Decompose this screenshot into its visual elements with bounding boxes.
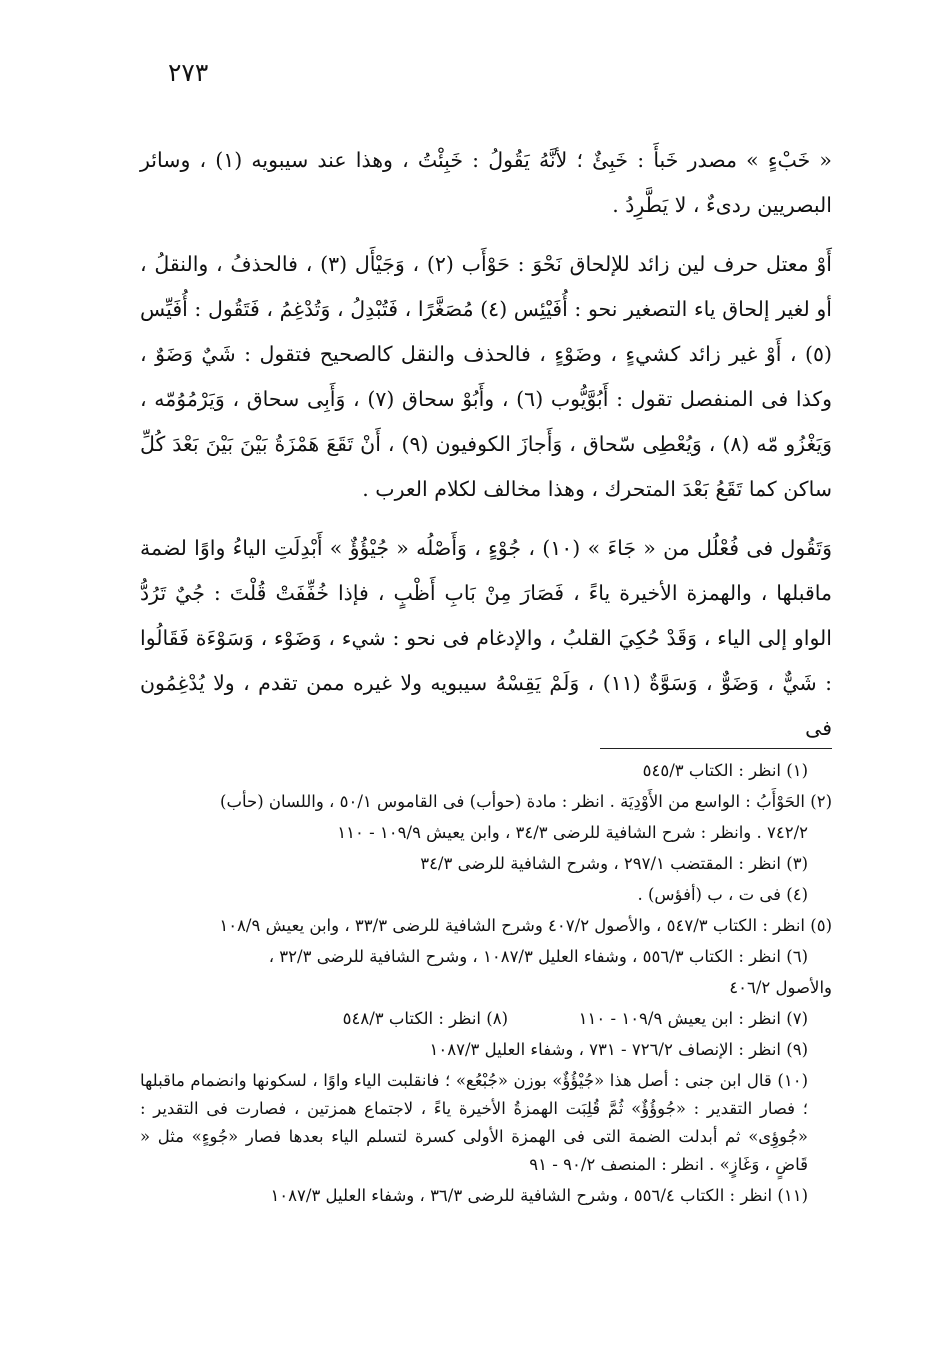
footnotes	[140, 757, 832, 1213]
footnote-2-line-2: ٧٤٢/٢ . وانظر : شرح الشافية للرضى ٣٤/٣ ، وابن يعيش ١٠٩/٩ - ١١٠	[337, 823, 808, 842]
footnote-separator	[600, 748, 832, 749]
footnote-1: (١) انظر : الكتاب ٥٤٥/٣	[642, 761, 808, 780]
footnote-9: (٩) انظر : الإنصاف ٧٢٦/٢ - ٧٣١ ، وشفاء العليل ١٠٨٧/٣	[429, 1040, 808, 1059]
footnote-row-7-8	[140, 1005, 832, 1033]
footnote-2-line-1: (٢) الحَوْأَبُ : الواسع من الأَوْدِيَة . انظر : مادة (حوأب) فى القاموس ٥٠/١ ، واللسان (حأب)	[220, 792, 832, 811]
footnote-11: (١١) انظر : الكتاب ٥٥٦/٤ ، وشرح الشافية للرضى ٣٦/٣ ، وشفاء العليل ١٠٨٧/٣	[270, 1186, 808, 1205]
footnote-10: (١٠) قال ابن جنى : أصل هذا «جُيْؤُؤٌ» بوزن «جُبْعُع» ؛ فانقلبت الياء واوًا ، لسكونها وانضمام ماقبلها ؛ فصار التقدير : «جُوؤُؤٌ» ثُمَّ قُلِبَت الهمزةُ الأخيرة ياءً ، لاجتماع همزتين ، فصارت فى التقدير : «جُوؤِى» ثم أبدلت الضمة التى فى الهمزة الأولى كسرة لتسلم الياء بعدها فصار «جُوءٍ» مثل « قَاضٍ ، وَغَازٍ» . انظر : المنصف ٩٠/٢ - ٩١	[140, 1071, 808, 1174]
paragraph-1: « خَبْءٍ » مصدر خَبأَ : خَبِئٌ ؛ لأنَّهُ يَقُولُ : خَبِئْتُ ، وهذا عند سيبويه (١) ، وسائر البصريين ردىءٌ ، لا يَطَّرِدُ .	[140, 148, 832, 217]
page-number: ٢٧٣	[168, 58, 209, 87]
paragraph-2: أَوْ معتل حرف لين زائد للإلحاق نَحْوَ : حَوْأَب (٢) ، وَجَيْأَل (٣) ، فالحذفُ ، والنقلُ ، أو لغير إلحاق ياء التصغير نحو : أُفَيْئِس (٤) مُصَغَّرًا ، فَتُبْدِلُ ، وَتُدْغِمُ ، فَتَقُول : أُفَيِّس (٥) ، أَوْ غير زائد كشيءٍ ، وضَوْءٍ ، فالحذف والنقل كالصحيح فتقول : شَيٌ وَضَوٌ ، وكذا فى المنفصل تقول : أَبُوَّيُّوب (٦) ، وأَبُوْ سحاق (٧) ، وَأَبِى سحاق ، وَيَرْمُوُمّه ، وَيَغْزُو مّه (٨) ، وَيُعْطِى سّحاق ، وَأَجازَ الكوفيون (٩) ، أَنْ تَقَعَ هَمْزَةُ بَيْنَ بَيْنَ بَعْدَ كُلِّ ساكن كما تَقَعُ بَعْدَ المتحرك ، وهذا مخالف لكلام العرب .	[140, 252, 832, 501]
footnote-7: (٧) انظر : ابن يعيش ١٠٩/٩ - ١١٠	[578, 1009, 808, 1028]
footnote-8: (٨) انظر : الكتاب ٥٤٨/٣	[342, 1009, 508, 1028]
footnote-4: (٤) فى ت ، ب (أفؤس) .	[637, 885, 808, 904]
paragraph-3: وَتَقُول فى فُعْلُل من « جَاءَ » (١٠) ، جُوْءٍ ، وَأَصْلُه « جُيْؤُؤٌ » أَبْدِلَتِ الياءُ واوًا لضمة ماقبلها ، والهمزة الأخيرة ياءً ، فَصَارَ مِنْ بَابِ أَظْبٍ ، فإذا خُفِّفَتْ قُلْتَ : جُيٌ تَرُدُّ الواو إلى الياء ، وَقَدْ حُكِيَ القلبُ ، والإدغام فى نحو : شيء ، وَضَوْء ، وَسَوْءَة فَقَالُوا : شَيٌّ ، وَضَوٌّ ، وَسَوَّةٌ (١١) ، وَلَمْ يَقِسْهُ سيبويه ولا غيره ممن تقدم ، ولا يُدْغِمُون فى	[140, 536, 832, 740]
footnote-6-line-2: والأصول ٤٠٦/٢	[729, 978, 832, 997]
footnote-5: (٥) انظر : الكتاب ٥٤٧/٣ ، والأصول ٤٠٧/٢ وشرح الشافية للرضى ٣٣/٣ ، وابن يعيش ١٠٨/٩	[219, 916, 832, 935]
main-text	[140, 138, 832, 751]
footnote-6-line-1: (٦) انظر : الكتاب ٥٥٦/٣ ، وشفاء العليل ١٠٨٧/٣ ، وشرح الشافية للرضى ٣٢/٣ ،	[268, 947, 808, 966]
footnote-3: (٣) انظر : المقتضب ٢٩٧/١ ، وشرح الشافية للرضى ٣٤/٣	[420, 854, 808, 873]
